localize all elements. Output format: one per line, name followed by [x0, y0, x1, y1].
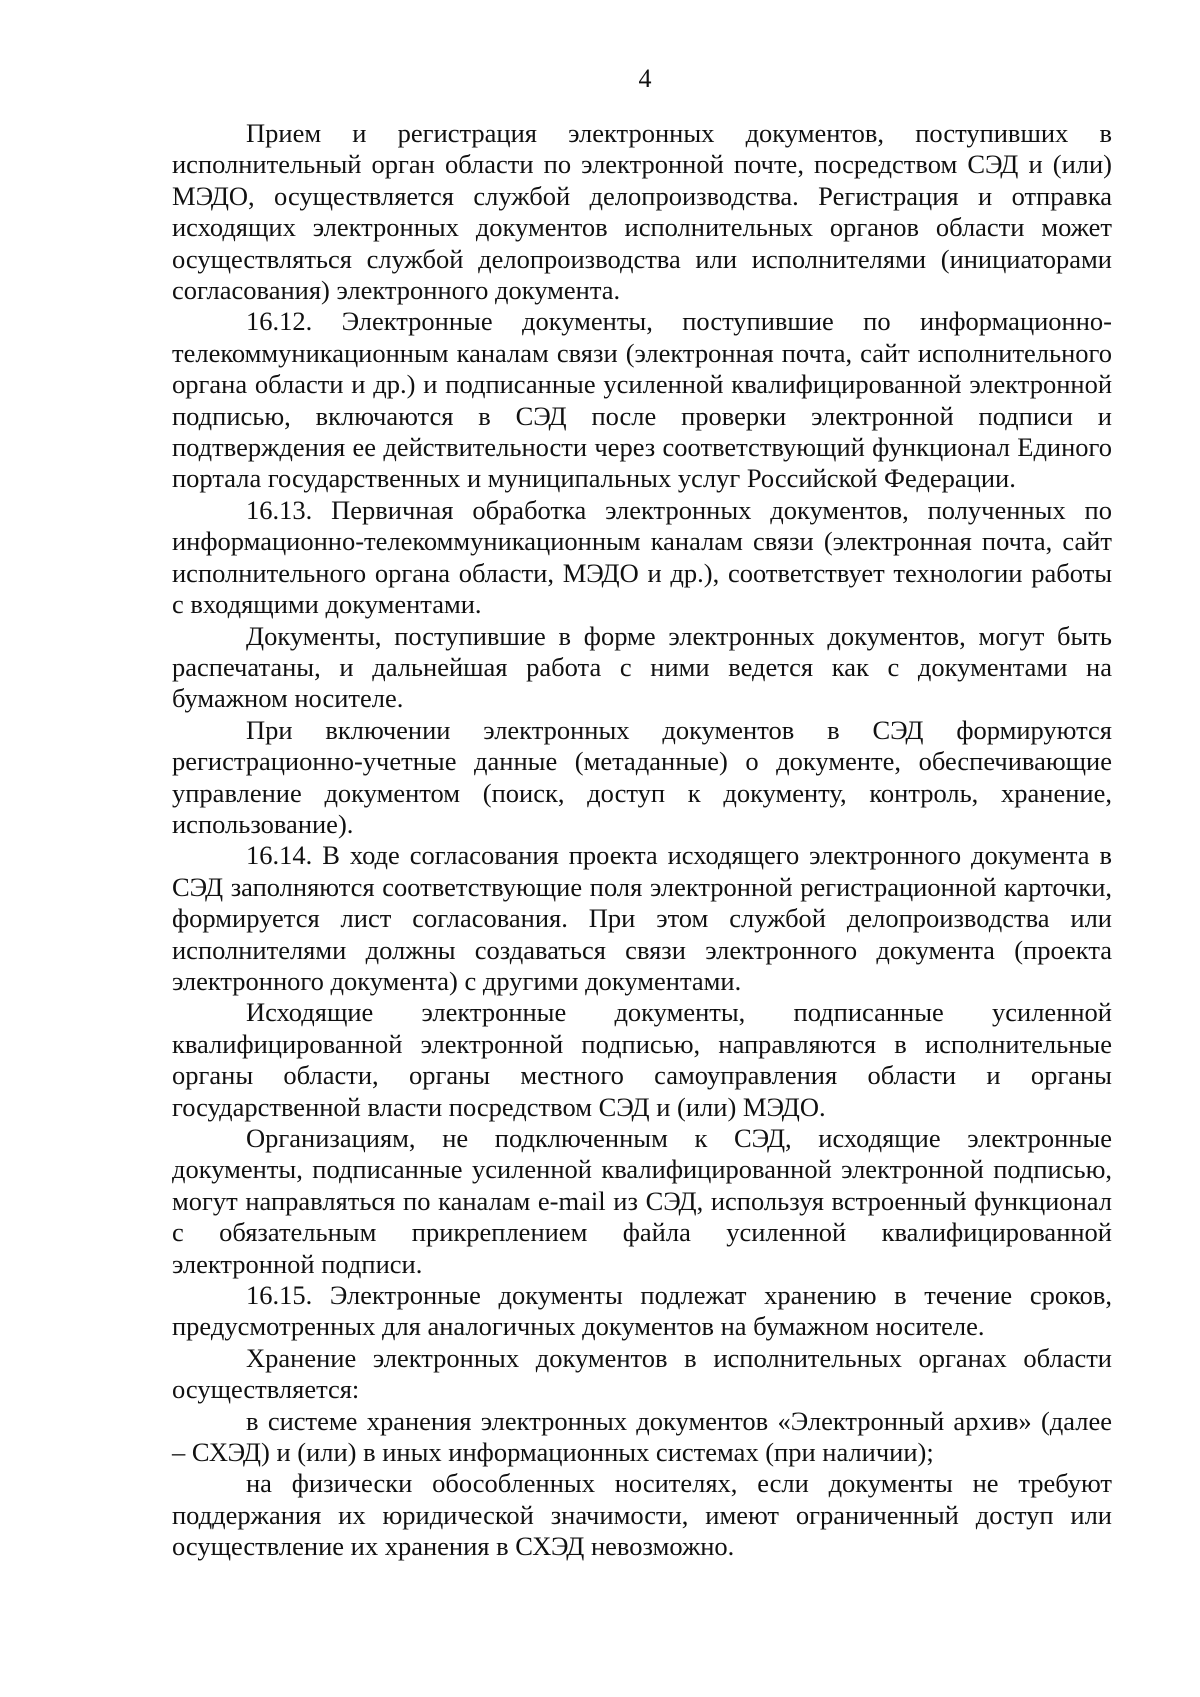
paragraph: 16.15. Электронные документы подлежат хранению в течение сроков, предусмотренных для аналогичных документов на бумажном носителе.: [172, 1280, 1112, 1342]
paragraph: Организациям, не подключенным к СЭД, исходящие электронные документы, подписанные усиленной квалифицированной электронной подписью, могут направляться по каналам e-mail из СЭД, используя встроенный функционал с обязательным прикреплением файла усиленной квалифицированной электронной подписи.: [172, 1123, 1112, 1279]
page-number: 4: [638, 64, 652, 93]
paragraph: Документы, поступившие в форме электронных документов, могут быть распечатаны, и дальнейшая работа с ними ведется как с документами на бумажном носителе.: [172, 620, 1112, 714]
paragraph: Прием и регистрация электронных документов, поступивших в исполнительный орган области по электронной почте, посредством СЭД и (или) МЭДО, осуществляется службой делопроизводства. Регистрация и отправка исходящих электронных документов исполнительных органов области может осуществляться службой делопроизводства или исполнителями (инициаторами согласования) электронного документа.: [172, 118, 1112, 306]
paragraph: 16.12. Электронные документы, поступившие по информационно-телекоммуникационным каналам связи (электронная почта, сайт исполнительного органа области и др.) и подписанные усиленной квалифицированной электронной подписью, включаются в СЭД после проверки электронной подписи и подтверждения ее действительности через соответствующий функционал Единого портала государственных и муниципальных услуг Российской Федерации.: [172, 306, 1112, 494]
paragraph: 16.14. В ходе согласования проекта исходящего электронного документа в СЭД заполняются соответствующие поля электронной регистрационной карточки, формируется лист согласования. При этом службой делопроизводства или исполнителями должны создаваться связи электронного документа (проекта электронного документа) с другими документами.: [172, 840, 1112, 996]
document-body: [172, 118, 1112, 1563]
paragraph: Исходящие электронные документы, подписанные усиленной квалифицированной электронной подписью, направляются в исполнительные органы области, органы местного самоуправления области и органы государственной власти посредством СЭД и (или) МЭДО.: [172, 997, 1112, 1122]
paragraph: Хранение электронных документов в исполнительных органах области осуществляется:: [172, 1342, 1112, 1405]
paragraph: При включении электронных документов в СЭД формируются регистрационно-учетные данные (метаданные) о документе, обеспечивающие управление документом (поиск, доступ к документу, контроль, хранение, использование).: [172, 714, 1112, 839]
paragraph: на физически обособленных носителях, если документы не требуют поддержания их юридической значимости, имеют ограниченный доступ или осуществление их хранения в СХЭД невозможно.: [172, 1468, 1112, 1562]
paragraph: в системе хранения электронных документов «Электронный архив» (далее – СХЭД) и (или) в иных информационных системах (при наличии);: [172, 1405, 1112, 1468]
paragraph: 16.13. Первичная обработка электронных документов, полученных по информационно-телекоммуникационным каналам связи (электронная почта, сайт исполнительного органа области, МЭДО и др.), соответствует технологии работы с входящими документами.: [172, 494, 1112, 620]
